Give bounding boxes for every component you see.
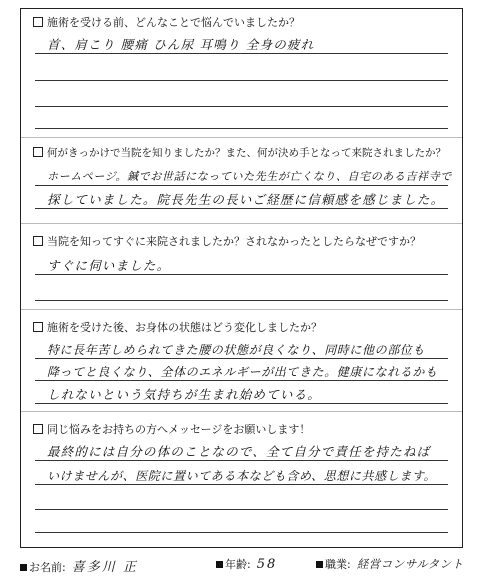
respondent-footer <box>20 552 463 574</box>
answer-rule <box>35 53 448 54</box>
checkbox-icon <box>33 236 43 246</box>
answer-4-line-2: 降ってと良くなり、全体のエネルギーが出てきた。健康になれるかも <box>47 365 438 379</box>
question-5 <box>33 423 310 436</box>
answer-rule <box>35 484 448 485</box>
checkbox-icon <box>33 424 43 434</box>
question-section-4 <box>21 309 462 409</box>
answer-rule <box>35 460 448 461</box>
answer-rule <box>35 106 448 107</box>
question-section-2 <box>21 137 462 225</box>
checkbox-icon <box>33 17 43 27</box>
question-1-label: 施術を受ける前、どんなことで悩んでいましたか？ <box>47 16 300 29</box>
answer-rule <box>35 358 448 359</box>
age-field <box>216 556 277 572</box>
answer-5-line-2: いけませんが、医院に置いてある本なども含め、思想に共感します。 <box>47 469 437 483</box>
occupation-label: 職業: <box>325 558 351 571</box>
checkbox-icon <box>33 147 43 157</box>
name-value: 喜多川 正 <box>71 560 138 575</box>
question-section-5 <box>21 411 462 547</box>
question-3-label: 当院を知ってすぐに来院されましたか？されなかったとしたらなぜですか？ <box>47 235 421 248</box>
answer-4-line-1: 特に長年苦しめられてきた腰の状態が良くなり、同時に他の部位も <box>47 343 426 357</box>
question-5-label: 同じ悩みをお持ちの方へメッセージをお願いします！ <box>47 423 311 436</box>
occupation-field <box>316 556 464 572</box>
age-label: 年齢: <box>225 558 251 571</box>
answer-rule <box>35 128 448 129</box>
question-2-label: 何がきっかけで当院を知りましたか？また、何が決め手となって来院されましたか？ <box>47 147 446 159</box>
answer-rule <box>35 300 448 301</box>
occupation-value: 経営コンサルタント <box>356 557 464 571</box>
answer-rule <box>35 274 448 275</box>
name-field <box>20 556 138 575</box>
questionnaire-sheet <box>20 8 463 548</box>
square-bullet-icon <box>20 564 27 571</box>
answer-rule <box>35 380 448 381</box>
question-2 <box>33 147 446 160</box>
answer-rule <box>35 509 448 510</box>
answer-4-line-3: しれないという気持ちが生まれ始めている。 <box>47 387 322 402</box>
question-1 <box>33 16 300 29</box>
answer-3-line-1: すぐに伺いました。 <box>47 258 171 273</box>
question-section-3 <box>21 223 462 309</box>
answer-rule <box>35 532 448 533</box>
answer-2-line-1: ホームページ。鍼でお世話になっていた先生が亡くなり、自宅のある吉祥寺で <box>47 170 452 183</box>
answer-1-line-1: 首、肩こり 腰痛 ひん尿 耳鳴り 全身の疲れ <box>47 37 315 52</box>
answer-rule <box>35 403 448 404</box>
checkbox-icon <box>33 322 43 332</box>
answer-2-line-2: 探していました。院長先生の長いご経歴に信頼感を感じました。 <box>47 192 445 207</box>
question-4-label: 施術を受けた後、お身体の状態はどう変化しましたか？ <box>47 321 322 334</box>
question-section-1 <box>21 9 462 137</box>
question-4 <box>33 321 322 334</box>
square-bullet-icon <box>316 561 323 568</box>
answer-5-line-1: 最終的には自分の体のことなので、全て自分で責任を持たねば <box>47 444 431 459</box>
answer-rule <box>35 80 448 81</box>
answer-rule <box>35 208 448 209</box>
answer-rule <box>35 185 448 186</box>
question-3 <box>33 235 421 248</box>
square-bullet-icon <box>216 561 223 568</box>
name-label: お名前: <box>29 561 66 574</box>
age-value: 58 <box>256 557 278 572</box>
